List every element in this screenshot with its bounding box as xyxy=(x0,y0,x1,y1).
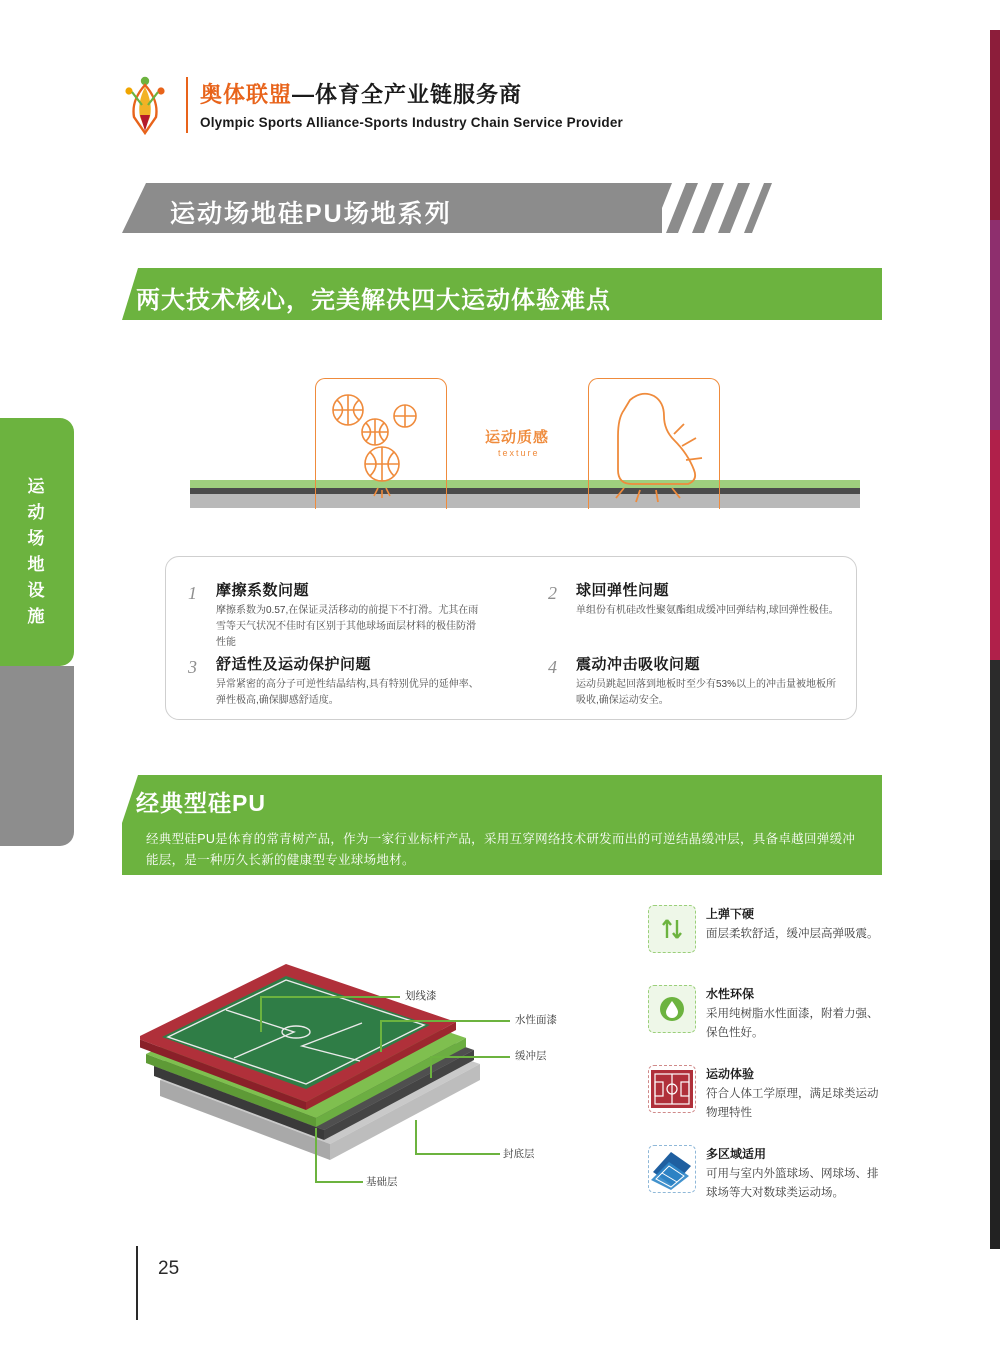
section-title-bar xyxy=(122,183,782,233)
problems-card xyxy=(165,556,857,720)
feature-body: 可用与室内外篮球场、网球场、排球场等大对数球类运动场。 xyxy=(706,1168,879,1199)
problem-body: 异常紧密的高分子可逆性结晶结构,具有特别优异的延伸率、弹性极高,确保脚感舒适度。 xyxy=(216,679,479,706)
headline-bar-left-notch xyxy=(122,268,138,320)
side-tab-char-3: 地 xyxy=(27,555,47,574)
side-tab-char-4: 设 xyxy=(27,581,47,600)
side-tab-label xyxy=(0,474,74,630)
layer-label-line-paint: 划线漆 xyxy=(405,990,437,1002)
classic-title-bar xyxy=(122,775,882,823)
leader-line xyxy=(430,1056,432,1078)
section-bar-stripes xyxy=(662,183,782,233)
brand-name-cn xyxy=(200,78,522,109)
problem-title: 球回弹性问题 xyxy=(576,582,670,599)
leader-line xyxy=(315,1128,317,1182)
leader-line xyxy=(430,1056,510,1058)
section-bar-left-notch xyxy=(122,183,146,233)
side-tab-char-5: 施 xyxy=(27,607,47,626)
technology-illustration xyxy=(190,360,860,540)
side-tab-char-0: 运 xyxy=(27,477,47,496)
classic-description: 经典型硅PU是体育的常青树产品，作为一家行业标杆产品，采用互穿网络技术研发而出的可逆结晶缓冲层，具备卓越回弹缓冲能层，是一种历久长新的健康型专业球场地材。 xyxy=(146,832,856,867)
floor-base-layer xyxy=(190,494,860,508)
leader-line xyxy=(260,996,262,1032)
foot-impact-icon xyxy=(590,382,718,504)
leader-line xyxy=(380,1020,382,1052)
problem-number: 4 xyxy=(548,657,557,677)
side-tab-shadow xyxy=(0,666,74,846)
classic-description-block xyxy=(122,823,882,875)
problem-number: 3 xyxy=(188,657,197,677)
leader-line xyxy=(260,996,400,998)
layer-label-primer: 封底层 xyxy=(503,1148,535,1160)
feature-body: 面层柔软舒适，缓冲层高弹吸震。 xyxy=(706,928,879,940)
brand-name-cn-rest: —体育全产业链服务商 xyxy=(292,82,523,107)
side-tab xyxy=(0,418,74,666)
layer-label-base: 基础层 xyxy=(366,1176,398,1188)
feature-body: 符合人体工学原理，满足球类运动物理特性 xyxy=(706,1088,879,1119)
floor-surface-layer xyxy=(190,480,860,488)
feature-title: 运动体验 xyxy=(706,1067,755,1081)
olympic-torch-logo-icon xyxy=(116,75,174,137)
page-edge-top-gap xyxy=(990,0,1000,30)
brand-header xyxy=(116,75,636,145)
headline-bar xyxy=(122,268,882,320)
problem-title: 摩擦系数问题 xyxy=(216,582,310,599)
page-number: 25 xyxy=(158,1258,180,1279)
up-down-arrows-icon xyxy=(648,905,696,953)
section-title: 运动场地硅PU场地系列 xyxy=(170,200,452,228)
page-edge-strip xyxy=(990,0,1000,1359)
leader-line xyxy=(415,1120,417,1154)
water-drop-leaf-icon xyxy=(648,985,696,1033)
layer-label-cushion: 缓冲层 xyxy=(515,1050,547,1062)
brand-name-en: Olympic Sports Alliance-Sports Industry Chain Service Provider xyxy=(200,115,624,130)
side-tab-char-2: 场 xyxy=(27,529,47,548)
logo-divider xyxy=(186,77,188,133)
layer-label-topcoat: 水性面漆 xyxy=(515,1014,557,1026)
classic-bar-left-notch xyxy=(122,775,138,823)
court-ergonomics-icon xyxy=(648,1065,696,1113)
side-tab-char-1: 动 xyxy=(27,503,47,522)
basketball-bounce-icon xyxy=(320,388,445,498)
feature-title: 多区域适用 xyxy=(706,1147,767,1161)
problem-number: 2 xyxy=(548,583,557,603)
problem-number: 1 xyxy=(188,583,197,603)
problem-body: 摩擦系数为0.57,在保证灵活移动的前提下不打滑。尤其在雨雪等天气状况不佳时有区别于其他球场面层材料的极佳防滑性能 xyxy=(216,605,479,648)
texture-label-cn: 运动质感 xyxy=(485,429,550,446)
leader-line xyxy=(315,1181,363,1183)
problem-body: 运动员跳起回落到地板时至少有53%以上的冲击量被地板所吸收,确保运动安全。 xyxy=(576,679,837,706)
problem-body: 单组份有机硅改性聚氨酯组成缓冲回弹结构,球回弹性极佳。 xyxy=(576,605,839,616)
classic-title: 经典型硅PU xyxy=(136,790,266,816)
feature-body: 采用纯树脂水性面漆，附着力强、保色性好。 xyxy=(706,1008,879,1039)
headline-text: 两大技术核心，完美解决四大运动体验难点 xyxy=(136,287,611,314)
page-edge-bottom-gap xyxy=(990,1249,1000,1359)
problem-title: 震动冲击吸收问题 xyxy=(576,656,701,673)
multi-court-icon xyxy=(648,1145,696,1193)
footer-rule xyxy=(136,1246,138,1320)
brand-name-cn-accent: 奥体联盟 xyxy=(200,82,293,107)
court-layers-diagram xyxy=(140,960,560,1190)
leader-line xyxy=(415,1153,500,1155)
leader-line xyxy=(380,1020,510,1022)
texture-label-en: texture xyxy=(498,448,540,458)
problem-title: 舒适性及运动保护问题 xyxy=(216,656,372,673)
court-layers-illustration xyxy=(140,960,560,1190)
feature-title: 上弹下硬 xyxy=(706,907,755,921)
feature-title: 水性环保 xyxy=(706,987,755,1001)
